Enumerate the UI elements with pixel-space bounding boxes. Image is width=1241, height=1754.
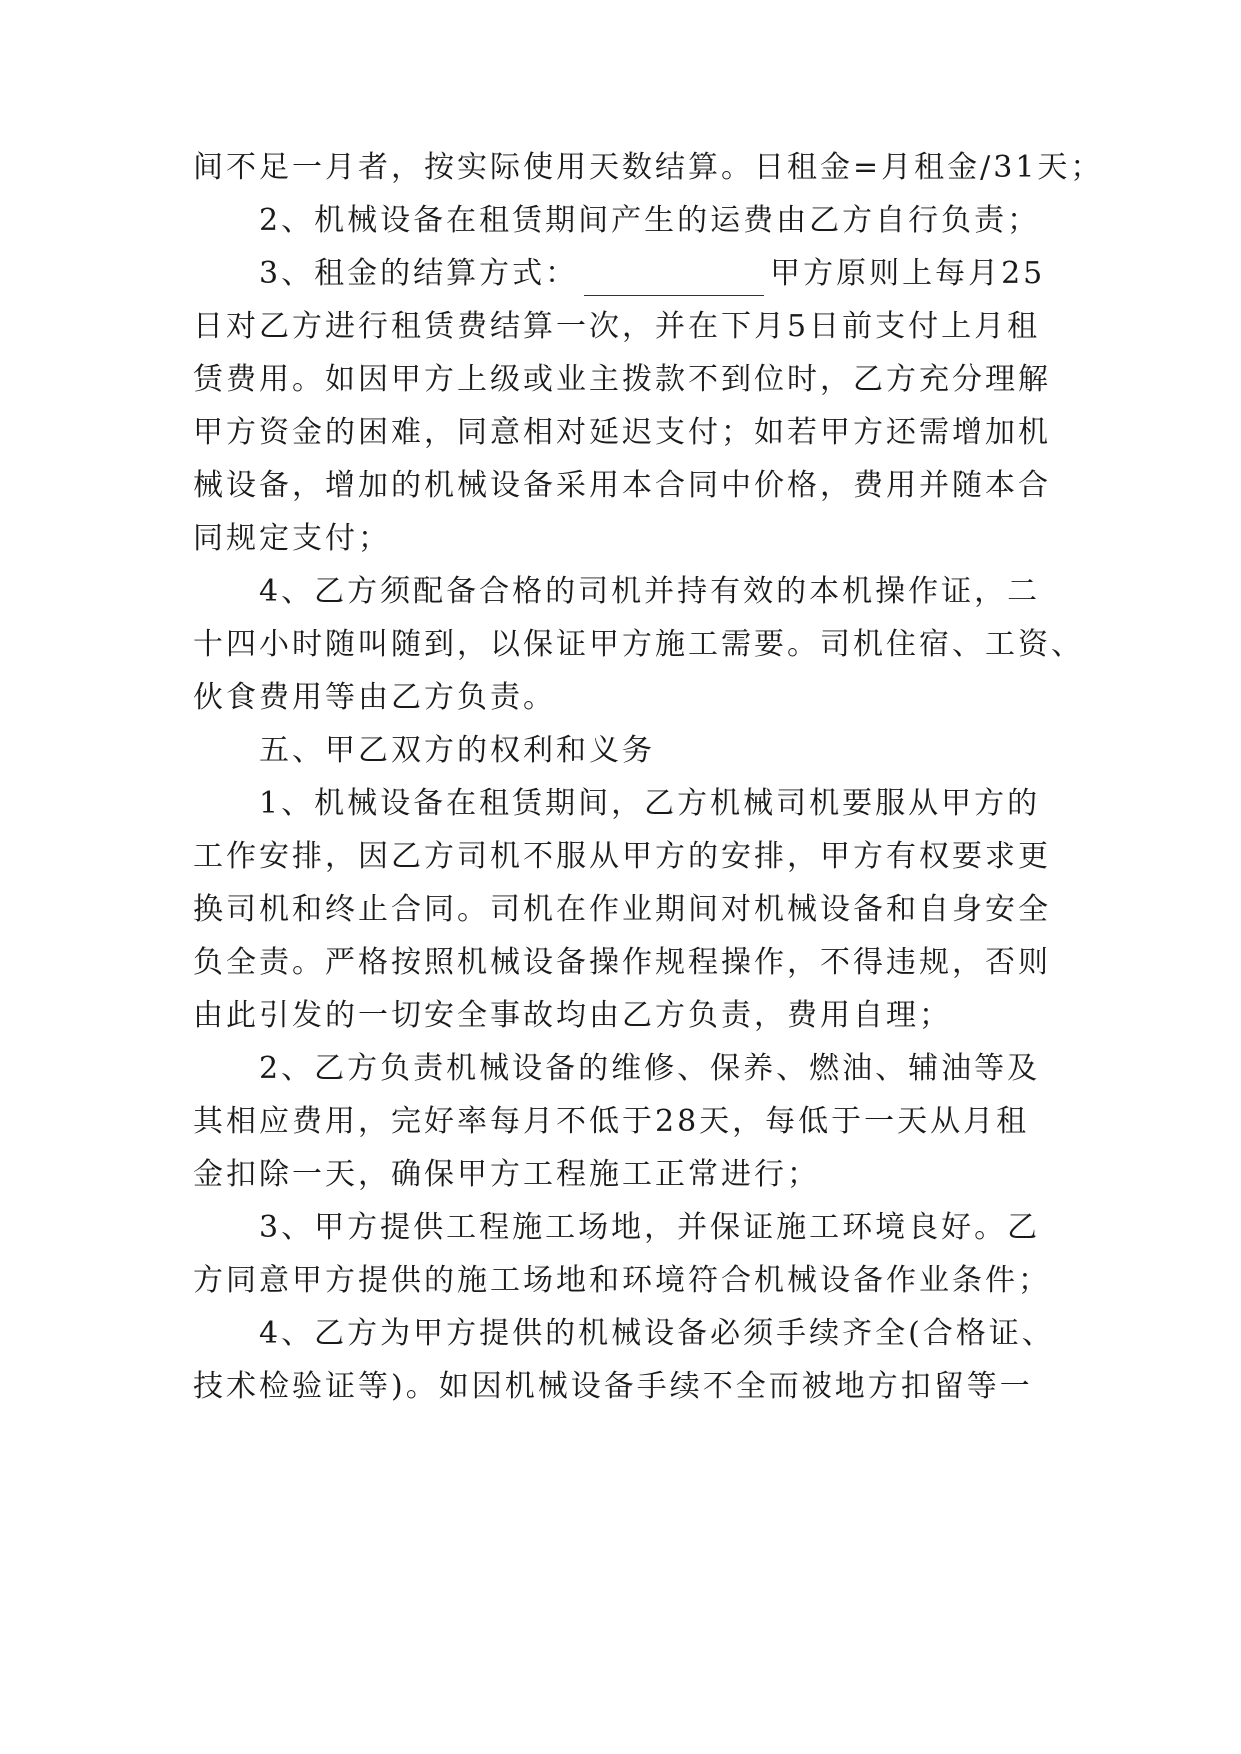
text-line: 4、乙方为甲方提供的机械设备必须手续齐全(合格证、 bbox=[193, 1316, 1055, 1351]
text-line: 其相应费用，完好率每月不低于28天，每低于一天从月租 bbox=[193, 1104, 1030, 1139]
text-line: 由此引发的一切安全事故均由乙方负责，费用自理； bbox=[193, 998, 952, 1033]
text-segment: 3、租金的结算方式： bbox=[193, 256, 579, 291]
section-heading: 五、甲乙双方的权利和义务 bbox=[193, 733, 655, 768]
text-line: 2、机械设备在租赁期间产生的运费由乙方自行负责； bbox=[193, 203, 1041, 238]
text-line: 方同意甲方提供的施工场地和环境符合机械设备作业条件； bbox=[193, 1263, 1051, 1298]
text-line: 械设备，增加的机械设备采用本合同中价格，费用并随本合 bbox=[193, 468, 1051, 503]
text-line: 负全责。严格按照机械设备操作规程操作，不得违规，否则 bbox=[193, 945, 1051, 980]
text-segment: 甲方原则上每月25 bbox=[770, 256, 1046, 291]
text-line: 甲方资金的困难，同意相对延迟支付；如若甲方还需增加机 bbox=[193, 415, 1051, 450]
fill-in-blank bbox=[584, 265, 764, 296]
text-line: 间不足一月者，按实际使用天数结算。日租金=月租金/31天； bbox=[193, 150, 1104, 185]
text-line: 日对乙方进行租赁费结算一次，并在下月5日前支付上月租 bbox=[193, 309, 1041, 344]
text-line bbox=[193, 252, 1045, 296]
text-line: 4、乙方须配备合格的司机并持有效的本机操作证，二 bbox=[193, 574, 1041, 609]
text-line: 换司机和终止合同。司机在作业期间对机械设备和自身安全 bbox=[193, 892, 1051, 927]
text-line: 2、乙方负责机械设备的维修、保养、燃油、辅油等及 bbox=[193, 1051, 1041, 1086]
text-line: 伙食费用等由乙方负责。 bbox=[193, 680, 556, 715]
text-line: 1、机械设备在租赁期间，乙方机械司机要服从甲方的 bbox=[193, 786, 1041, 821]
text-line: 十四小时随叫随到，以保证甲方施工需要。司机住宿、工资、 bbox=[193, 627, 1084, 662]
text-line: 技术检验证等)。如因机械设备手续不全而被地方扣留等一 bbox=[193, 1369, 1033, 1404]
text-line: 同规定支付； bbox=[193, 521, 391, 556]
text-line: 赁费用。如因甲方上级或业主拨款不到位时，乙方充分理解 bbox=[193, 362, 1051, 397]
text-line: 金扣除一天，确保甲方工程施工正常进行； bbox=[193, 1157, 820, 1192]
text-line: 3、甲方提供工程施工场地，并保证施工环境良好。乙 bbox=[193, 1210, 1041, 1245]
text-line: 工作安排，因乙方司机不服从甲方的安排，甲方有权要求更 bbox=[193, 839, 1051, 874]
